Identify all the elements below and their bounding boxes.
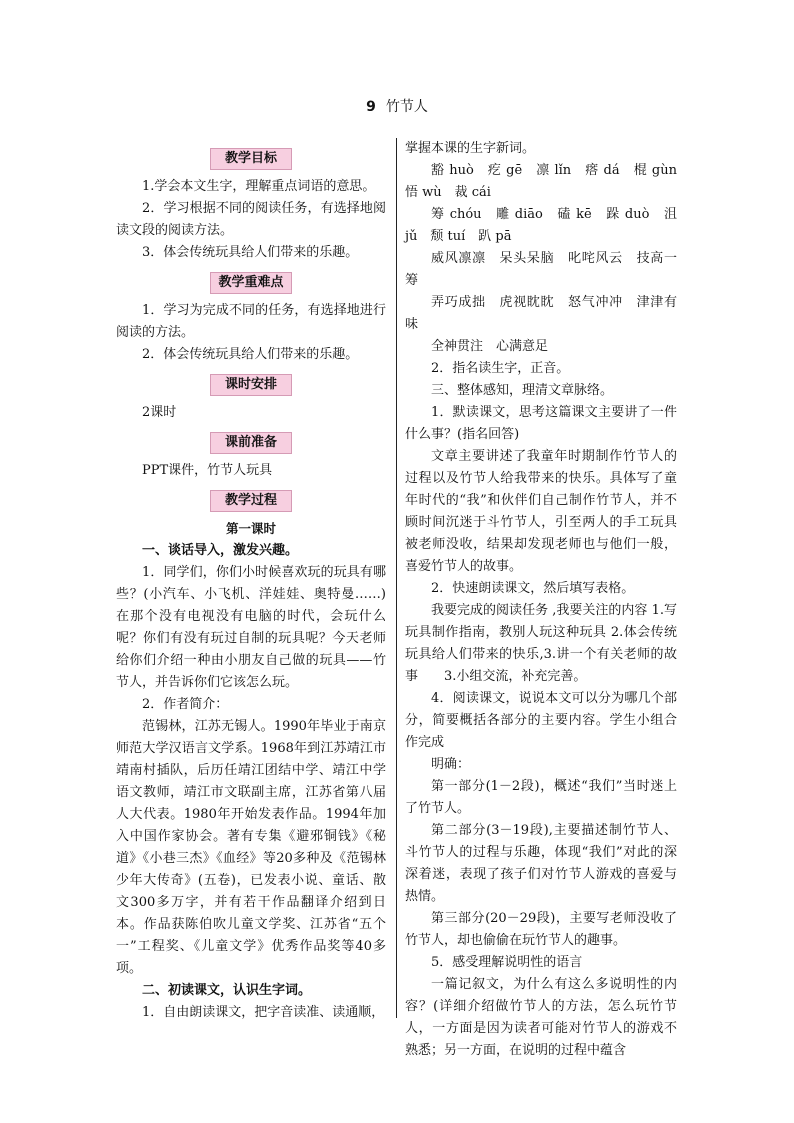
phrase-line: 弄巧成拙 虎视眈眈 怒气冲冲 津津有味 <box>405 295 677 332</box>
column-divider <box>396 138 397 1018</box>
paragraph: 第三部分(20－29段)，主要写老师没收了竹节人，却也偷偷在玩竹节人的趣事。 <box>405 911 677 948</box>
key-item: 2．体会传统玩具给人们带来的乐趣。 <box>142 347 359 362</box>
paragraph: 1．默读课文，思考这篇课文主要讲了一件什么事？(指名回答) <box>405 405 677 442</box>
paragraph: 第二部分(3－19段),主要描述制竹节人、斗竹节人的过程与乐趣，体现“我们”对此的深深着迷，表现了孩子们对竹节人游戏的喜爱与热情。 <box>405 823 677 904</box>
lesson-subheading: 第一课时 <box>225 521 276 536</box>
paragraph: 我要完成的阅读任务 ,我要关注的内容 1.写玩具制作指南，教别人玩这种玩具 2.体会传统玩具给人们带来的快乐,3.讲一个有关老师的故事 3.小组交流，补充完善。 <box>405 603 677 684</box>
schedule-text: 2课时 <box>142 405 177 420</box>
paragraph: 文章主要讲述了我童年时期制作竹节人的过程以及竹节人给我带来的快乐。具体写了童年时代的“我”和伙伴们自己制作竹节人，并不顾时间沉迷于斗竹节人，引至两人的手工玩具被老师没收，结果却发现老师也与他们一般，喜爱竹节人的故事。 <box>405 449 677 574</box>
paragraph: 5．感受理解说明性的语言 <box>431 955 583 970</box>
lesson-title: 竹节人 <box>385 99 428 115</box>
author-bio: 范锡林，江苏无锡人。1990年毕业于南京师范大学汉语言文学系。1968年到江苏靖江市靖南村插队，后历任靖江团结中学、靖江中学语文教师，靖江市文联副主席，江苏省第八届人大代表。1980年开始发表作品。1994年加入中国作家协会。著有专集《避邪铜钱》《秘道》《小巷三杰》《血经》等20多种及《范锡林少年大传奇》(五卷)，已发表小说、童话、散文300多万字，并有若干作品翻译介绍到日本。作品获陈伯吹儿童文学奖、江苏省“五个一”工程奖、《儿童文学》优秀作品奖等40多项。 <box>116 719 386 976</box>
section-title: 二、初读课文，认识生字词。 <box>142 983 312 998</box>
goal-item: 2．学习根据不同的阅读任务，有选择地阅读文段的阅读方法。 <box>116 201 386 238</box>
heading-preparation: 课前准备 <box>210 432 292 454</box>
paragraph: 明确： <box>431 757 471 772</box>
vocab-line: 豁 huò 疙 gē 凛 lǐn 瘩 dá 棍 gùn 悟 wù 裁 cái <box>405 163 691 200</box>
heading-key-points: 教学重难点 <box>210 272 292 294</box>
left-column <box>116 138 386 1024</box>
page-title <box>0 98 794 116</box>
paragraph: 1．自由朗读课文，把字音读准、读通顺， <box>142 1005 385 1020</box>
paragraph: 2．指名读生字，正音。 <box>431 361 570 376</box>
phrase-line: 威风凛凛 呆头呆脑 叱咤风云 技高一筹 <box>405 251 677 288</box>
vocab-line: 筹 chóu 雕 diāo 磕 kē 跺 duò 沮 jǔ 颓 tuí 趴 pā <box>405 207 677 244</box>
paragraph: 2．快速朗读课文，然后填写表格。 <box>431 581 635 596</box>
key-item: 1．学习为完成不同的任务，有选择地进行阅读的方法。 <box>116 303 386 340</box>
paragraph: 一篇记叙文，为什么有这么多说明性的内容？(详细介绍做竹节人的方法，怎么玩竹节人，一方面是因为读者可能对竹节人的游戏不熟悉；另一方面，在说明的过程中蕴含 <box>405 977 677 1058</box>
section-title: 一、谈话导入，激发兴趣。 <box>142 543 299 558</box>
section-title: 三、整体感知，理清文章脉络。 <box>431 383 614 398</box>
heading-teaching-process: 教学过程 <box>210 490 292 512</box>
goal-item: 1.学会本文生字，理解重点词语的意思。 <box>142 179 376 194</box>
paragraph: 1．同学们，你们小时候喜欢玩的玩具有哪些？(小汽车、小飞机、洋娃娃、奥特曼……)在那个没有电视没有电脑的时代，会玩什么呢？你们有没有玩过自制的玩具呢？今天老师给你们介绍一种由小朋友自己做的玩具——竹节人，并告诉你们它该怎么玩。 <box>116 565 386 690</box>
heading-schedule: 课时安排 <box>210 374 292 396</box>
paragraph: 第一部分(1－2段)，概述“我们”当时迷上了竹节人。 <box>405 779 677 816</box>
goal-item: 3．体会传统玩具给人们带来的乐趣。 <box>142 245 359 260</box>
lesson-number: 9 <box>366 99 376 115</box>
preparation-text: PPT课件，竹节人玩具 <box>142 463 273 478</box>
paragraph: 2．作者简介： <box>142 697 229 712</box>
right-column <box>405 138 691 1062</box>
paragraph: 4．阅读课文，说说本文可以分为哪几个部分，简要概括各部分的主要内容。学生小组合作完成 <box>405 691 677 750</box>
heading-teaching-goals: 教学目标 <box>210 148 292 170</box>
phrase-line: 全神贯注 心满意足 <box>431 339 549 354</box>
paragraph: 掌握本课的生字新词。 <box>405 141 536 156</box>
